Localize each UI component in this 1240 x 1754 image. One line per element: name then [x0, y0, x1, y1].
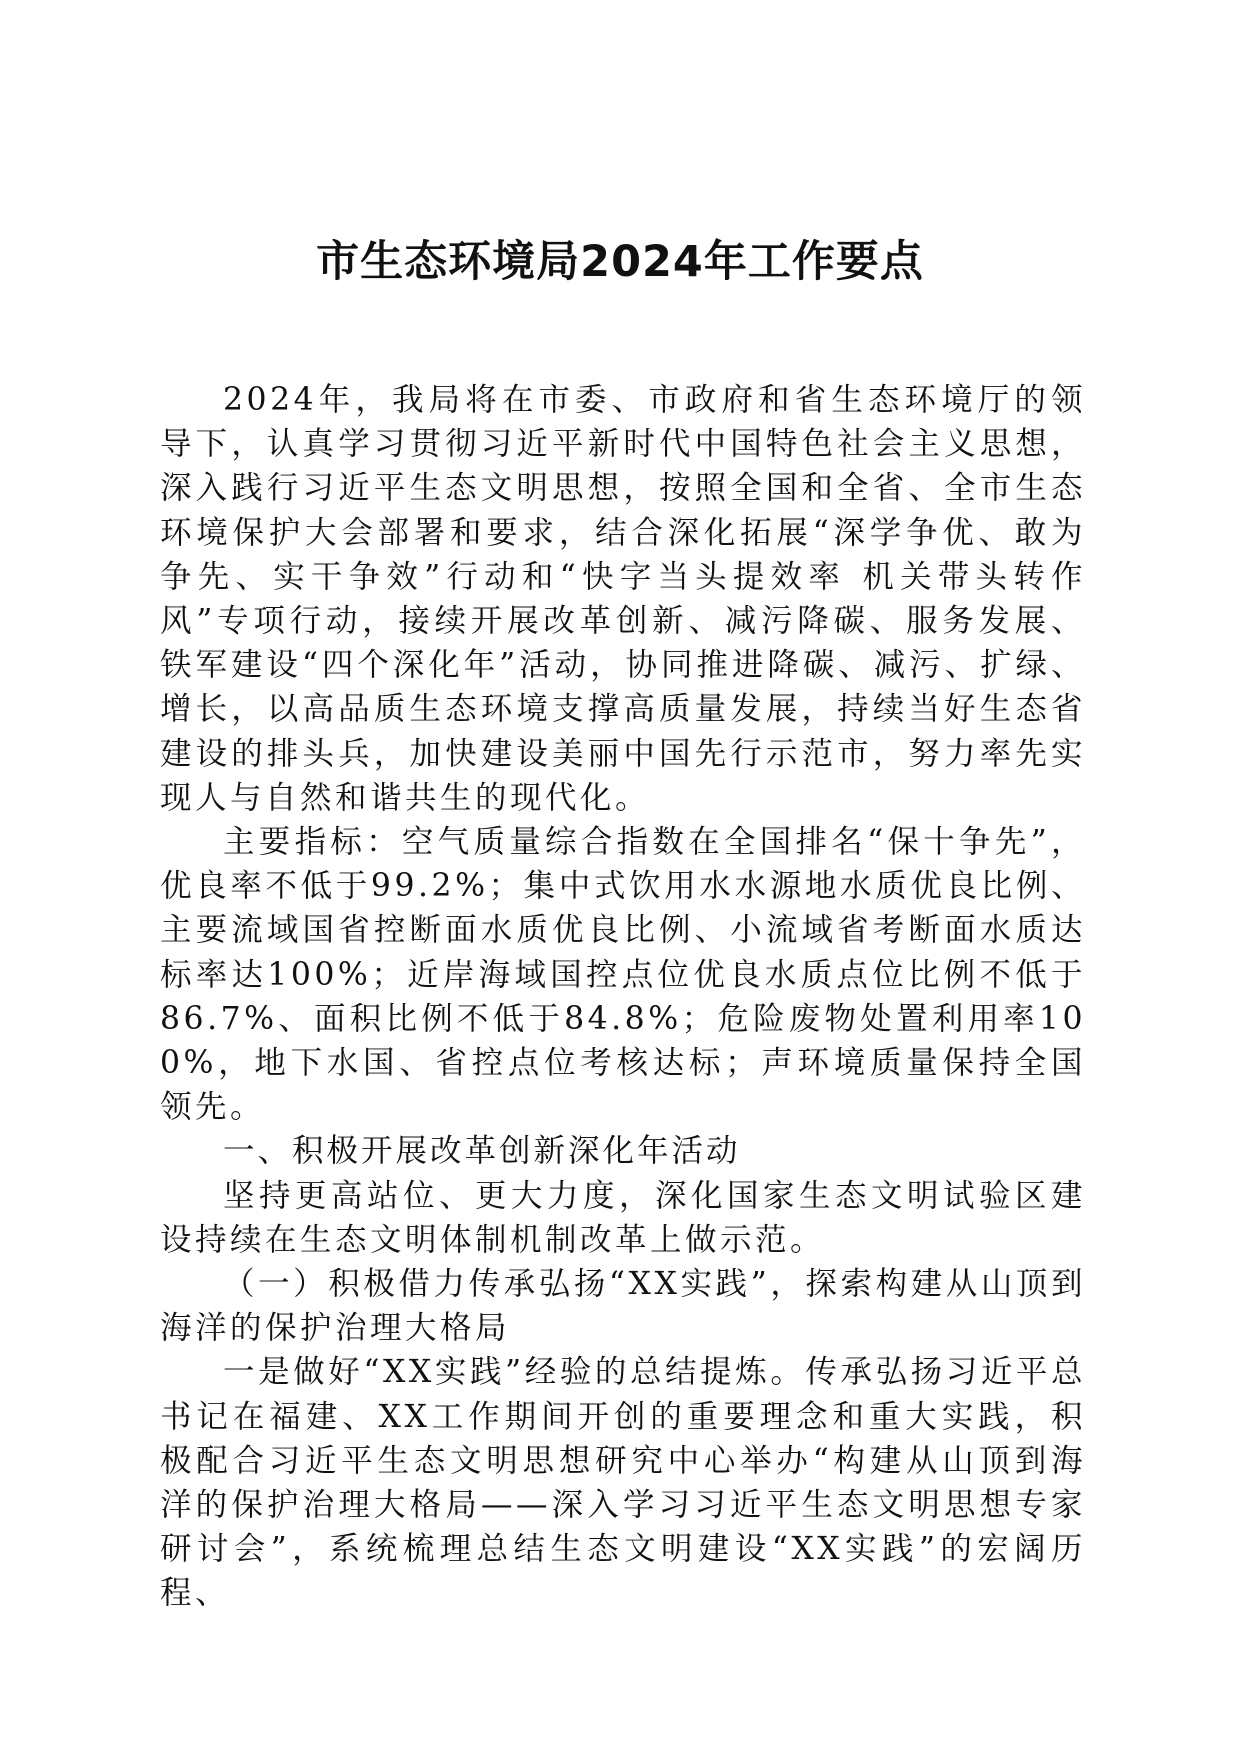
document-title: 市生态环境局2024年工作要点 [316, 237, 924, 287]
section-heading-1: 一、积极开展改革创新深化年活动 [223, 1133, 741, 1170]
subsection-heading-1: （一）积极借力传承弘扬“XX实践”，探索构建从山顶到海洋的保护治理大格局 [160, 1266, 1086, 1347]
main-indicators-paragraph: 主要指标：空气质量综合指数在全国排名“保十争先”，优良率不低于99.2%；集中式饮用水水源地水质优良比例、主要流域国省控断面水质优良比例、小流域省考断面水质达标率达100%；近岸海域国控点位优良水质点位比例不低于86.7%、面积比例不低于84.8%；危险废物处置利用率100%，地下水国、省控点位考核达标；声环境质量保持全国领先。 [160, 824, 1086, 1126]
section-1-intro-paragraph: 坚持更高站位、更大力度，深化国家生态文明试验区建设持续在生态文明体制机制改革上做示范。 [160, 1177, 1086, 1258]
subsection-1-paragraph: 一是做好“XX实践”经验的总结提炼。传承弘扬习近平总书记在福建、XX工作期间开创的重要理念和重大实践，积极配合习近平生态文明思想研究中心举办“构建从山顶到海洋的保护治理大格局——深入学习习近平生态文明思想专家研讨会”，系统梳理总结生态文明建设“XX实践”的宏阔历程、 [160, 1354, 1086, 1612]
document-body [160, 378, 1086, 1616]
intro-paragraph: 2024年，我局将在市委、市政府和省生态环境厅的领导下，认真学习贯彻习近平新时代中国特色社会主义思想，深入践行习近平生态文明思想，按照全国和全省、全市生态环境保护大会部署和要求，结合深化拓展“深学争优、敢为争先、实干争效”行动和“快字当头提效率 机关带头转作风”专项行动，接续开展改革创新、减污降碳、服务发展、铁军建设“四个深化年”活动，协同推进降碳、减污、扩绿、增长，以高品质生态环境支撑高质量发展，持续当好生态省建设的排头兵，加快建设美丽中国先行示范市，努力率先实现人与自然和谐共生的现代化。 [160, 382, 1086, 816]
